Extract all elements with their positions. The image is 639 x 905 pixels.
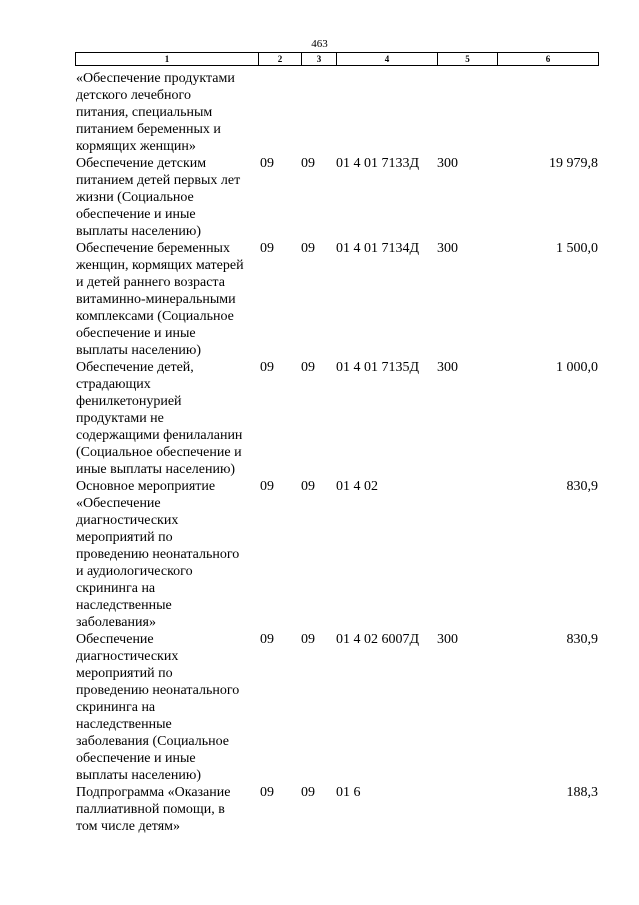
row-csr: 01 4 01 7135Д: [336, 360, 420, 375]
row-pr: 09: [301, 156, 315, 171]
row-sum: 188,3: [566, 785, 598, 800]
table-row: [75, 240, 598, 359]
row-pr: 09: [301, 241, 315, 256]
row-csr: 01 4 02: [336, 479, 378, 494]
table-body: [75, 70, 598, 835]
column-header-table: [75, 52, 599, 66]
row-csr: 01 4 01 7133Д: [336, 156, 420, 171]
row-vr: [437, 784, 497, 835]
row-rz: 09: [260, 360, 274, 375]
row-name: Обеспечение беременных женщин, кормящих матерей и детей раннего возраста витаминно-минеральными комплексами (Социальное обеспечение и иные выплаты населению): [76, 241, 244, 358]
table-row: [75, 70, 598, 155]
column-header-3: 3: [302, 53, 337, 66]
row-name: Основное мероприятие «Обеспечение диагностических мероприятий по проведению неонатального и аудиологического скрининга на наследственные заболевания»: [76, 479, 240, 630]
page-number: 463: [311, 38, 328, 50]
column-header-6: 6: [498, 53, 599, 66]
row-name: Обеспечение детей, страдающих фенилкетонурией продуктами не содержащими фенилаланин (Социальное обеспечение и иные выплаты населению): [76, 360, 243, 477]
row-sum: 1 000,0: [556, 360, 598, 375]
row-name: Обеспечение диагностических мероприятий по проведению неонатального скрининга на наследственные заболевания (Социальное обеспечение и иные выплаты населению): [76, 632, 240, 783]
row-pr: [301, 70, 336, 155]
column-header-4: 4: [337, 53, 438, 66]
row-name: Подпрограмма «Оказание паллиативной помощи, в том числе детям»: [76, 785, 231, 834]
row-rz: 09: [260, 156, 274, 171]
row-pr: 09: [301, 479, 315, 494]
row-vr: 300: [437, 241, 458, 256]
row-name: Обеспечение детским питанием детей первых лет жизни (Социальное обеспечение и иные выплаты населению): [76, 156, 241, 239]
row-pr: 09: [301, 785, 315, 800]
row-csr: 01 4 01 7134Д: [336, 241, 420, 256]
column-header-row: [76, 53, 599, 66]
row-rz: [258, 70, 301, 155]
table-row: [75, 359, 598, 478]
row-vr: 300: [437, 156, 458, 171]
row-rz: 09: [260, 479, 274, 494]
column-header-5: 5: [438, 53, 498, 66]
table-row: [75, 631, 598, 784]
column-header-1: 1: [76, 53, 259, 66]
row-vr: 300: [437, 360, 458, 375]
column-header-2: 2: [259, 53, 302, 66]
row-pr: 09: [301, 632, 315, 647]
row-rz: 09: [260, 785, 274, 800]
row-vr: [437, 70, 497, 155]
row-sum: 19 979,8: [549, 156, 598, 171]
row-sum: 1 500,0: [556, 241, 598, 256]
row-rz: 09: [260, 241, 274, 256]
row-vr: 300: [437, 632, 458, 647]
row-csr: [336, 70, 437, 155]
row-sum: 830,9: [566, 632, 598, 647]
row-csr: 01 4 02 6007Д: [336, 632, 420, 647]
row-sum: [497, 70, 598, 155]
row-rz: 09: [260, 632, 274, 647]
table-row: [75, 155, 598, 240]
row-csr: 01 6: [336, 785, 361, 800]
row-sum: 830,9: [566, 479, 598, 494]
row-pr: 09: [301, 360, 315, 375]
row-name: «Обеспечение продуктами детского лечебного питания, специальным питанием беременных и кормящих женщин»: [76, 71, 235, 154]
row-vr: [437, 478, 497, 631]
table-row: [75, 478, 598, 631]
table-row: [75, 784, 598, 835]
